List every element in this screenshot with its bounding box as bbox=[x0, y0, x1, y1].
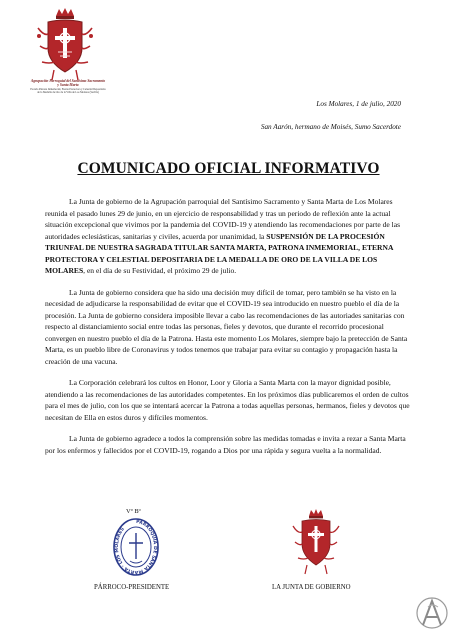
document-date: Los Molares, 1 de julio, 2020 bbox=[316, 100, 401, 108]
document-title: COMUNICADO OFICIAL INFORMATIVO bbox=[77, 160, 380, 177]
paragraph-1 bbox=[45, 196, 417, 277]
brotherhood-emblem-icon bbox=[290, 508, 342, 576]
organization-name bbox=[30, 79, 106, 94]
parish-seal-icon bbox=[112, 517, 160, 577]
saint-of-the-day: San Aarón, hermano de Moisés, Sumo Sacerdote bbox=[260, 123, 401, 131]
org-subtitle: Escudo Patrona Inmemorial, Eterna Protectora y Celestial Depositaria de la Medalla de Oro de la Villa de Los Molares (Sevilla) bbox=[30, 88, 106, 95]
svg-text:PARROQUIA DE SANTA MARTA · LOS: PARROQUIA DE SANTA MARTA · LOS MOLARES bbox=[114, 519, 157, 575]
signature-left: PÁRROCO-PRESIDENTE bbox=[94, 584, 170, 591]
org-name-line-2: y Santa Marta bbox=[57, 83, 79, 88]
paragraph-1-intro: La Junta de gobierno de la Agrupación parroquial del Santísimo Sacramento y Santa Marta de Los Molares reunida el pasado lunes 29 de junio, en un ejercicio de responsabilidad y tras un periodo de reflexión ante la actual situación excepcional que vivimos por la pandemia del COVID-19 y atendiendo las recomendaciones por parte de las autoridades eclesiásticas, sanitarias y civiles, acuerda por unanimidad, la bbox=[45, 197, 401, 241]
document-body bbox=[45, 196, 417, 466]
religious-crest-icon bbox=[34, 6, 96, 82]
paragraph-4: La Junta de gobierno agradece a todos la comprensión sobre las medidas tomadas e invita a rezar a Santa Marta por los enfermos y fallecidos por el COVID-19, rogando a Dios por una rápida y segura vuelta a la normalidad. bbox=[45, 434, 406, 455]
paragraph-2: La Junta de gobierno considera que ha sido una decisión muy difícil de tomar, pero también se ha visto en la necesidad de adjudicarse la responsabilidad de evitar que el COVID-19 sea introducido en nuestro pueblo el día de la procesión. La Junta de gobierno considera imposible llevar a cabo las recomendaciones de las autoriades sanitarias con respecto al distanciamiento social entre todas las personas, fieles y devotos, que durante el recorrido procesional convergen en nuestro pueblo el día de la Patrona. Hasta este momento Los Molares, siempre bajo la pretección de Santa Marta, es un pueblo libre de Coronavirus y todos tenemos que trabajar para evitar su contagio y propagación hasta la creación de una vacuna. bbox=[45, 287, 408, 366]
paragraph-1-end: , en el día de su Festividad, el próximo 29 de julio. bbox=[83, 266, 237, 275]
visto-bueno-label: Vº Bº bbox=[126, 508, 141, 515]
paragraph-3: La Corporación celebrará los cultos en Honor, Loor y Gloria a Santa Marta con la mayor dignidad posible, atendiendo a las recomendaciones de las autoridades competentes. En los próximos días publicaremos el orden de cultos para el mes de julio, con los que se intentará acercar la Patrona a todas aquellas personas, hermanos, fieles y devotos que necesitan de Ella en estos duros y difíciles momentos. bbox=[45, 378, 410, 422]
watermark-initials-icon bbox=[414, 593, 450, 633]
signature-right: LA JUNTA DE GOBIERNO bbox=[272, 584, 351, 591]
paragraph-1-emphasis: SUSPENSIÓN DE LA PROCESIÓN TRIUNFAL DE NUESTRA SAGRADA TITULAR SANTA MARTA, PATRONA INMEMORIAL, ETERNA PROTECTORA Y CELESTIAL DEPOSITARIA DE LA MEDALLA DE ORO DE LA VILLA DE LOS MOLARES bbox=[45, 231, 393, 275]
org-name-line-1: Agrupación Parroquial del Santísimo Sacramento bbox=[30, 79, 106, 83]
